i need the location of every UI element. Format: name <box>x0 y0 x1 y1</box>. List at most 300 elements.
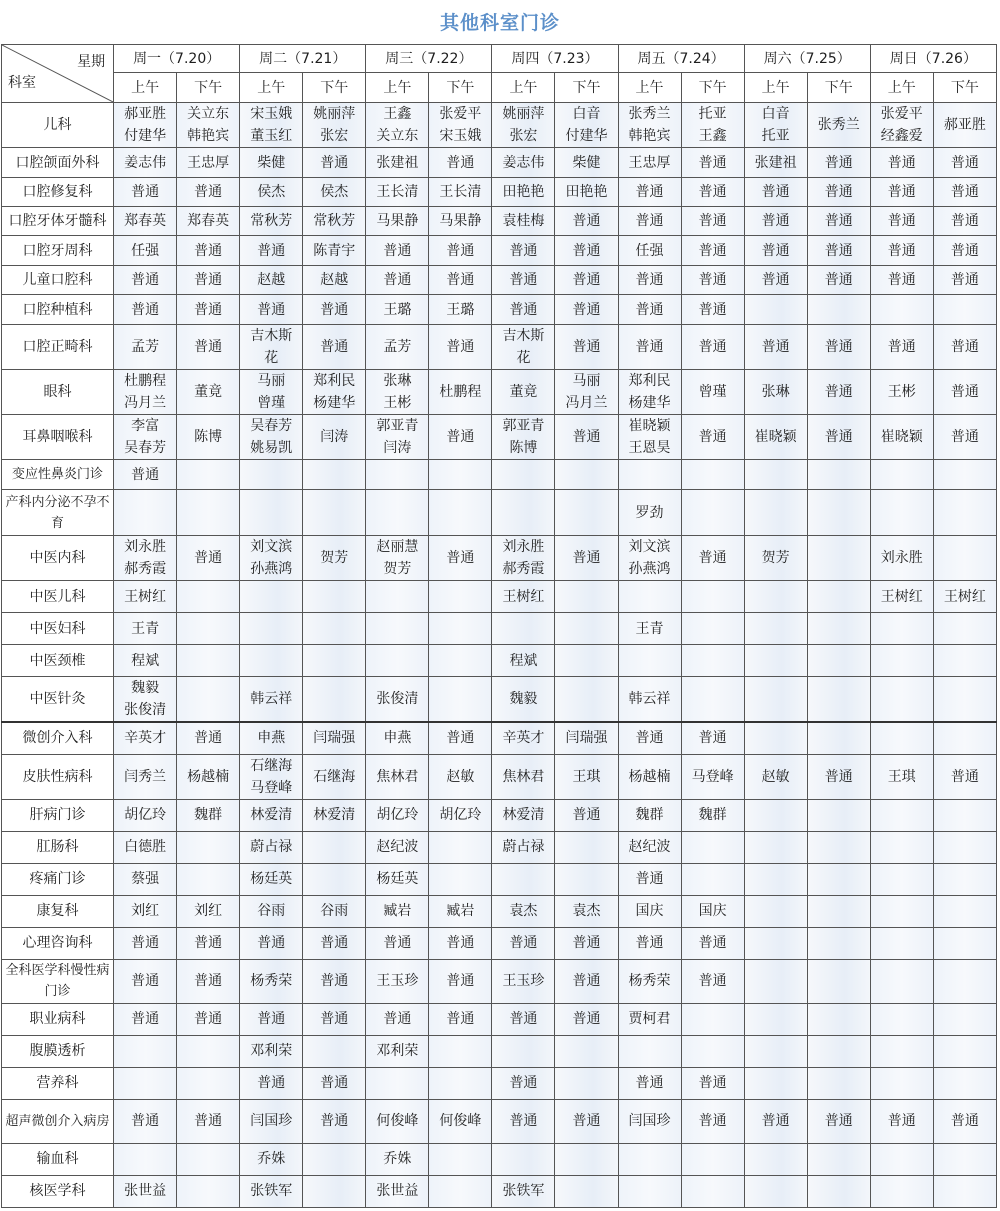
afternoon-header: 下午 <box>555 73 618 103</box>
morning-doctor-cell: 普通 <box>492 1003 555 1035</box>
morning-doctor-cell <box>618 460 681 490</box>
afternoon-doctor-cell: 普通 <box>177 178 240 207</box>
afternoon-doctor-cell: 刘红 <box>177 895 240 927</box>
morning-doctor-cell <box>240 581 303 613</box>
morning-doctor-cell: 刘永胜 郝秀霞 <box>114 536 177 581</box>
afternoon-doctor-cell <box>429 863 492 895</box>
afternoon-doctor-cell: 石继海 <box>303 754 366 799</box>
morning-doctor-cell: 普通 <box>618 722 681 754</box>
morning-doctor-cell: 普通 <box>870 1099 933 1143</box>
afternoon-doctor-cell: 闫涛 <box>303 415 366 460</box>
afternoon-doctor-cell: 赵越 <box>303 266 366 295</box>
afternoon-doctor-cell <box>933 895 996 927</box>
morning-doctor-cell <box>870 799 933 831</box>
morning-doctor-cell: 王彬 <box>870 370 933 415</box>
morning-doctor-cell: 贾柯君 <box>618 1003 681 1035</box>
morning-doctor-cell: 任强 <box>114 236 177 266</box>
morning-doctor-cell: 郝亚胜 付建华 <box>114 103 177 148</box>
table-row <box>2 490 997 536</box>
afternoon-doctor-cell <box>807 645 870 677</box>
afternoon-doctor-cell: 魏群 <box>681 799 744 831</box>
afternoon-doctor-cell: 普通 <box>555 1099 618 1143</box>
morning-doctor-cell: 普通 <box>618 927 681 959</box>
day-header: 周四（7.23） <box>492 45 618 73</box>
morning-doctor-cell: 普通 <box>366 236 429 266</box>
table-row <box>2 677 997 723</box>
department-name: 中医内科 <box>2 536 114 581</box>
morning-doctor-cell <box>744 959 807 1003</box>
afternoon-doctor-cell <box>807 613 870 645</box>
afternoon-doctor-cell: 张秀兰 <box>807 103 870 148</box>
afternoon-doctor-cell: 普通 <box>429 1003 492 1035</box>
morning-doctor-cell <box>492 1143 555 1175</box>
afternoon-doctor-cell <box>555 1143 618 1175</box>
morning-doctor-cell: 韩云祥 <box>618 677 681 723</box>
afternoon-doctor-cell <box>429 460 492 490</box>
morning-doctor-cell: 董竟 <box>492 370 555 415</box>
day-header: 周日（7.26） <box>870 45 996 73</box>
afternoon-doctor-cell: 普通 <box>681 927 744 959</box>
afternoon-doctor-cell <box>429 1143 492 1175</box>
afternoon-doctor-cell: 普通 <box>933 266 996 295</box>
afternoon-doctor-cell <box>807 536 870 581</box>
afternoon-doctor-cell <box>933 1067 996 1099</box>
afternoon-doctor-cell: 普通 <box>933 370 996 415</box>
department-name: 微创介入科 <box>2 722 114 754</box>
morning-doctor-cell: 王璐 <box>366 295 429 325</box>
table-row <box>2 1035 997 1067</box>
department-name: 产科内分泌不孕不育 <box>2 490 114 536</box>
morning-doctor-cell <box>744 895 807 927</box>
morning-doctor-cell: 王树红 <box>114 581 177 613</box>
morning-doctor-cell: 闫国珍 <box>240 1099 303 1143</box>
day-header: 周五（7.24） <box>618 45 744 73</box>
afternoon-doctor-cell: 普通 <box>303 959 366 1003</box>
morning-doctor-cell <box>744 1003 807 1035</box>
afternoon-doctor-cell <box>807 460 870 490</box>
morning-doctor-cell: 普通 <box>744 236 807 266</box>
afternoon-doctor-cell <box>303 677 366 723</box>
afternoon-doctor-cell: 谷雨 <box>303 895 366 927</box>
afternoon-doctor-cell <box>807 895 870 927</box>
afternoon-doctor-cell <box>303 1175 366 1207</box>
table-row <box>2 1099 997 1143</box>
afternoon-doctor-cell: 杜鹏程 <box>429 370 492 415</box>
afternoon-doctor-cell: 王树红 <box>933 581 996 613</box>
afternoon-doctor-cell <box>429 581 492 613</box>
afternoon-doctor-cell <box>807 927 870 959</box>
morning-doctor-cell <box>366 1067 429 1099</box>
morning-doctor-cell: 林爱清 <box>492 799 555 831</box>
morning-doctor-cell <box>870 1003 933 1035</box>
morning-doctor-cell <box>870 460 933 490</box>
afternoon-doctor-cell <box>177 645 240 677</box>
morning-doctor-cell <box>492 490 555 536</box>
table-row <box>2 148 997 178</box>
morning-doctor-cell: 申燕 <box>240 722 303 754</box>
afternoon-doctor-cell <box>177 831 240 863</box>
afternoon-doctor-cell: 普通 <box>807 325 870 370</box>
afternoon-doctor-cell <box>933 1035 996 1067</box>
morning-doctor-cell <box>870 645 933 677</box>
afternoon-doctor-cell: 普通 <box>555 1003 618 1035</box>
department-name: 中医针灸 <box>2 677 114 723</box>
morning-doctor-cell <box>618 1175 681 1207</box>
afternoon-doctor-cell <box>681 460 744 490</box>
department-name: 肛肠科 <box>2 831 114 863</box>
afternoon-doctor-cell: 普通 <box>177 325 240 370</box>
afternoon-doctor-cell: 曾瑾 <box>681 370 744 415</box>
morning-doctor-cell: 张琳 <box>744 370 807 415</box>
morning-doctor-cell: 张世益 <box>114 1175 177 1207</box>
table-row <box>2 415 997 460</box>
afternoon-doctor-cell: 普通 <box>807 236 870 266</box>
afternoon-doctor-cell: 普通 <box>807 370 870 415</box>
morning-header: 上午 <box>870 73 933 103</box>
week-label: 星期 <box>77 54 106 70</box>
afternoon-doctor-cell: 普通 <box>177 927 240 959</box>
afternoon-doctor-cell: 国庆 <box>681 895 744 927</box>
afternoon-doctor-cell: 普通 <box>303 325 366 370</box>
morning-header: 上午 <box>114 73 177 103</box>
morning-doctor-cell: 普通 <box>618 1067 681 1099</box>
afternoon-doctor-cell <box>807 1175 870 1207</box>
afternoon-doctor-cell: 普通 <box>933 325 996 370</box>
afternoon-doctor-cell: 普通 <box>177 295 240 325</box>
day-header: 周二（7.21） <box>240 45 366 73</box>
morning-doctor-cell: 吉木斯 花 <box>240 325 303 370</box>
afternoon-doctor-cell <box>177 490 240 536</box>
morning-doctor-cell: 胡亿玲 <box>366 799 429 831</box>
morning-doctor-cell: 袁桂梅 <box>492 207 555 236</box>
department-name: 职业病科 <box>2 1003 114 1035</box>
morning-doctor-cell: 普通 <box>240 1067 303 1099</box>
afternoon-doctor-cell: 普通 <box>177 1003 240 1035</box>
morning-doctor-cell: 张铁军 <box>492 1175 555 1207</box>
afternoon-doctor-cell <box>429 613 492 645</box>
table-row <box>2 536 997 581</box>
day-header: 周六（7.25） <box>744 45 870 73</box>
afternoon-header: 下午 <box>177 73 240 103</box>
department-name: 核医学科 <box>2 1175 114 1207</box>
morning-doctor-cell <box>492 613 555 645</box>
morning-doctor-cell <box>744 863 807 895</box>
morning-doctor-cell: 普通 <box>114 1099 177 1143</box>
afternoon-doctor-cell <box>807 799 870 831</box>
morning-doctor-cell: 常秋芳 <box>240 207 303 236</box>
morning-doctor-cell: 姜志伟 <box>114 148 177 178</box>
morning-doctor-cell: 申燕 <box>366 722 429 754</box>
afternoon-doctor-cell <box>681 1035 744 1067</box>
morning-doctor-cell <box>744 831 807 863</box>
morning-doctor-cell: 孟芳 <box>366 325 429 370</box>
morning-doctor-cell: 普通 <box>492 1067 555 1099</box>
morning-doctor-cell: 罗劲 <box>618 490 681 536</box>
morning-doctor-cell: 普通 <box>114 295 177 325</box>
department-name: 中医颈椎 <box>2 645 114 677</box>
morning-doctor-cell: 白德胜 <box>114 831 177 863</box>
morning-doctor-cell: 乔姝 <box>366 1143 429 1175</box>
morning-doctor-cell: 姜志伟 <box>492 148 555 178</box>
morning-doctor-cell: 普通 <box>870 236 933 266</box>
morning-doctor-cell <box>744 722 807 754</box>
afternoon-doctor-cell <box>681 581 744 613</box>
afternoon-doctor-cell <box>807 722 870 754</box>
morning-doctor-cell: 邓利荣 <box>366 1035 429 1067</box>
morning-doctor-cell: 王玉珍 <box>492 959 555 1003</box>
afternoon-doctor-cell <box>681 613 744 645</box>
afternoon-doctor-cell: 普通 <box>429 927 492 959</box>
dept-label: 科室 <box>8 75 36 91</box>
afternoon-doctor-cell: 普通 <box>681 178 744 207</box>
morning-doctor-cell: 闫秀兰 <box>114 754 177 799</box>
afternoon-doctor-cell: 普通 <box>303 295 366 325</box>
afternoon-doctor-cell: 贺芳 <box>303 536 366 581</box>
afternoon-doctor-cell: 马登峰 <box>681 754 744 799</box>
morning-doctor-cell: 邓利荣 <box>240 1035 303 1067</box>
morning-doctor-cell: 辛英才 <box>114 722 177 754</box>
department-name: 全科医学科慢性病门诊 <box>2 959 114 1003</box>
afternoon-doctor-cell: 普通 <box>807 148 870 178</box>
table-row <box>2 927 997 959</box>
afternoon-doctor-cell: 普通 <box>429 722 492 754</box>
morning-doctor-cell: 王树红 <box>870 581 933 613</box>
morning-doctor-cell <box>744 677 807 723</box>
morning-doctor-cell: 杨廷英 <box>240 863 303 895</box>
morning-doctor-cell: 张琳 王彬 <box>366 370 429 415</box>
morning-doctor-cell: 郭亚青 陈博 <box>492 415 555 460</box>
afternoon-doctor-cell: 普通 <box>681 148 744 178</box>
afternoon-doctor-cell: 赵敏 <box>429 754 492 799</box>
table-row <box>2 722 997 754</box>
afternoon-doctor-cell <box>177 1143 240 1175</box>
morning-doctor-cell: 贺芳 <box>744 536 807 581</box>
department-name: 超声微创介入病房 <box>2 1099 114 1143</box>
morning-doctor-cell: 普通 <box>618 295 681 325</box>
day-header: 周一（7.20） <box>114 45 240 73</box>
morning-doctor-cell: 普通 <box>114 460 177 490</box>
morning-doctor-cell: 韩云祥 <box>240 677 303 723</box>
table-row <box>2 863 997 895</box>
morning-doctor-cell: 普通 <box>114 266 177 295</box>
table-row <box>2 645 997 677</box>
morning-doctor-cell <box>744 1067 807 1099</box>
afternoon-doctor-cell <box>933 1143 996 1175</box>
table-row <box>2 581 997 613</box>
morning-doctor-cell: 崔晓颖 王恩昊 <box>618 415 681 460</box>
morning-doctor-cell: 普通 <box>870 148 933 178</box>
afternoon-header: 下午 <box>807 73 870 103</box>
afternoon-doctor-cell <box>807 959 870 1003</box>
morning-doctor-cell: 宋玉娥 董玉红 <box>240 103 303 148</box>
afternoon-doctor-cell: 普通 <box>807 415 870 460</box>
morning-doctor-cell <box>240 645 303 677</box>
afternoon-doctor-cell: 普通 <box>933 754 996 799</box>
department-name: 口腔牙周科 <box>2 236 114 266</box>
afternoon-doctor-cell: 普通 <box>681 325 744 370</box>
morning-doctor-cell: 程斌 <box>492 645 555 677</box>
afternoon-doctor-cell <box>807 831 870 863</box>
afternoon-doctor-cell <box>555 677 618 723</box>
department-name: 口腔颌面外科 <box>2 148 114 178</box>
morning-doctor-cell <box>366 490 429 536</box>
afternoon-doctor-cell: 林爱清 <box>303 799 366 831</box>
afternoon-header: 下午 <box>429 73 492 103</box>
afternoon-doctor-cell: 普通 <box>555 325 618 370</box>
afternoon-doctor-cell <box>807 1067 870 1099</box>
morning-doctor-cell <box>492 1035 555 1067</box>
morning-doctor-cell: 马果静 <box>366 207 429 236</box>
afternoon-doctor-cell: 普通 <box>177 722 240 754</box>
afternoon-doctor-cell <box>555 645 618 677</box>
afternoon-doctor-cell: 普通 <box>429 236 492 266</box>
afternoon-doctor-cell: 普通 <box>555 927 618 959</box>
afternoon-doctor-cell <box>429 1067 492 1099</box>
afternoon-doctor-cell: 普通 <box>555 207 618 236</box>
morning-doctor-cell: 杨秀荣 <box>618 959 681 1003</box>
afternoon-doctor-cell <box>933 490 996 536</box>
morning-doctor-cell <box>744 1035 807 1067</box>
afternoon-doctor-cell: 普通 <box>681 295 744 325</box>
afternoon-doctor-cell: 普通 <box>177 236 240 266</box>
afternoon-doctor-cell <box>177 1035 240 1067</box>
morning-doctor-cell: 刘红 <box>114 895 177 927</box>
afternoon-doctor-cell: 普通 <box>303 1099 366 1143</box>
morning-doctor-cell <box>870 831 933 863</box>
afternoon-doctor-cell: 魏群 <box>177 799 240 831</box>
afternoon-doctor-cell <box>933 677 996 723</box>
afternoon-doctor-cell <box>555 460 618 490</box>
morning-header: 上午 <box>744 73 807 103</box>
afternoon-doctor-cell: 普通 <box>177 1099 240 1143</box>
afternoon-doctor-cell: 马丽 冯月兰 <box>555 370 618 415</box>
afternoon-doctor-cell: 普通 <box>681 236 744 266</box>
morning-doctor-cell <box>870 959 933 1003</box>
afternoon-doctor-cell: 王璐 <box>429 295 492 325</box>
afternoon-doctor-cell <box>303 581 366 613</box>
morning-doctor-cell: 杨越楠 <box>618 754 681 799</box>
afternoon-doctor-cell: 普通 <box>933 148 996 178</box>
afternoon-doctor-cell <box>303 1143 366 1175</box>
afternoon-doctor-cell: 普通 <box>681 1099 744 1143</box>
morning-doctor-cell <box>870 1175 933 1207</box>
afternoon-doctor-cell: 董竟 <box>177 370 240 415</box>
afternoon-doctor-cell <box>933 722 996 754</box>
afternoon-doctor-cell <box>933 799 996 831</box>
afternoon-doctor-cell: 普通 <box>807 178 870 207</box>
morning-doctor-cell: 辛英才 <box>492 722 555 754</box>
morning-doctor-cell: 乔姝 <box>240 1143 303 1175</box>
morning-doctor-cell <box>744 490 807 536</box>
afternoon-doctor-cell: 普通 <box>681 959 744 1003</box>
morning-doctor-cell <box>870 722 933 754</box>
table-row <box>2 370 997 415</box>
department-name: 疼痛门诊 <box>2 863 114 895</box>
morning-doctor-cell: 闫国珍 <box>618 1099 681 1143</box>
morning-doctor-cell <box>744 581 807 613</box>
afternoon-doctor-cell: 普通 <box>933 207 996 236</box>
afternoon-doctor-cell <box>933 1175 996 1207</box>
morning-doctor-cell <box>744 645 807 677</box>
afternoon-doctor-cell: 普通 <box>807 266 870 295</box>
morning-doctor-cell <box>870 1143 933 1175</box>
afternoon-doctor-cell: 普通 <box>429 536 492 581</box>
afternoon-doctor-cell: 王长清 <box>429 178 492 207</box>
morning-doctor-cell: 刘永胜 <box>870 536 933 581</box>
morning-doctor-cell <box>870 677 933 723</box>
table-row <box>2 178 997 207</box>
afternoon-doctor-cell: 普通 <box>933 1099 996 1143</box>
afternoon-doctor-cell: 普通 <box>555 295 618 325</box>
morning-doctor-cell: 刘永胜 郝秀霞 <box>492 536 555 581</box>
morning-doctor-cell: 张爱平 经鑫爱 <box>870 103 933 148</box>
department-name: 口腔种植科 <box>2 295 114 325</box>
department-name: 眼科 <box>2 370 114 415</box>
morning-doctor-cell: 柴健 <box>240 148 303 178</box>
department-name: 腹膜透析 <box>2 1035 114 1067</box>
afternoon-doctor-cell <box>807 677 870 723</box>
table-row <box>2 103 997 148</box>
morning-doctor-cell <box>240 460 303 490</box>
morning-doctor-cell: 白音 托亚 <box>744 103 807 148</box>
morning-doctor-cell: 崔晓颖 <box>744 415 807 460</box>
morning-doctor-cell: 何俊峰 <box>366 1099 429 1143</box>
morning-doctor-cell: 焦林君 <box>492 754 555 799</box>
afternoon-doctor-cell <box>681 863 744 895</box>
afternoon-header: 下午 <box>681 73 744 103</box>
afternoon-doctor-cell: 普通 <box>555 799 618 831</box>
department-name: 中医儿科 <box>2 581 114 613</box>
afternoon-doctor-cell: 普通 <box>933 415 996 460</box>
morning-doctor-cell: 国庆 <box>618 895 681 927</box>
morning-doctor-cell: 吉木斯 花 <box>492 325 555 370</box>
morning-doctor-cell: 普通 <box>870 325 933 370</box>
department-name: 口腔修复科 <box>2 178 114 207</box>
morning-doctor-cell: 赵纪波 <box>618 831 681 863</box>
table-row <box>2 1003 997 1035</box>
schedule-table <box>1 44 997 1208</box>
afternoon-header: 下午 <box>303 73 366 103</box>
afternoon-doctor-cell: 普通 <box>177 959 240 1003</box>
morning-doctor-cell: 马丽 曾瑾 <box>240 370 303 415</box>
morning-doctor-cell: 蔡强 <box>114 863 177 895</box>
afternoon-doctor-cell: 普通 <box>933 178 996 207</box>
table-row <box>2 1143 997 1175</box>
morning-doctor-cell: 普通 <box>114 1003 177 1035</box>
afternoon-doctor-cell: 普通 <box>555 536 618 581</box>
morning-doctor-cell: 王忠厚 <box>618 148 681 178</box>
afternoon-doctor-cell <box>933 460 996 490</box>
morning-doctor-cell: 普通 <box>240 927 303 959</box>
morning-doctor-cell <box>870 613 933 645</box>
afternoon-doctor-cell <box>303 645 366 677</box>
afternoon-doctor-cell: 普通 <box>807 207 870 236</box>
afternoon-doctor-cell <box>807 1143 870 1175</box>
table-row <box>2 613 997 645</box>
morning-doctor-cell: 普通 <box>618 178 681 207</box>
afternoon-doctor-cell: 普通 <box>681 266 744 295</box>
morning-doctor-cell: 魏毅 张俊清 <box>114 677 177 723</box>
table-row <box>2 236 997 266</box>
morning-doctor-cell: 普通 <box>366 927 429 959</box>
afternoon-doctor-cell <box>429 831 492 863</box>
morning-doctor-cell: 袁杰 <box>492 895 555 927</box>
morning-doctor-cell: 普通 <box>618 863 681 895</box>
afternoon-doctor-cell: 普通 <box>681 722 744 754</box>
morning-doctor-cell: 魏毅 <box>492 677 555 723</box>
morning-doctor-cell <box>114 490 177 536</box>
morning-doctor-cell: 谷雨 <box>240 895 303 927</box>
